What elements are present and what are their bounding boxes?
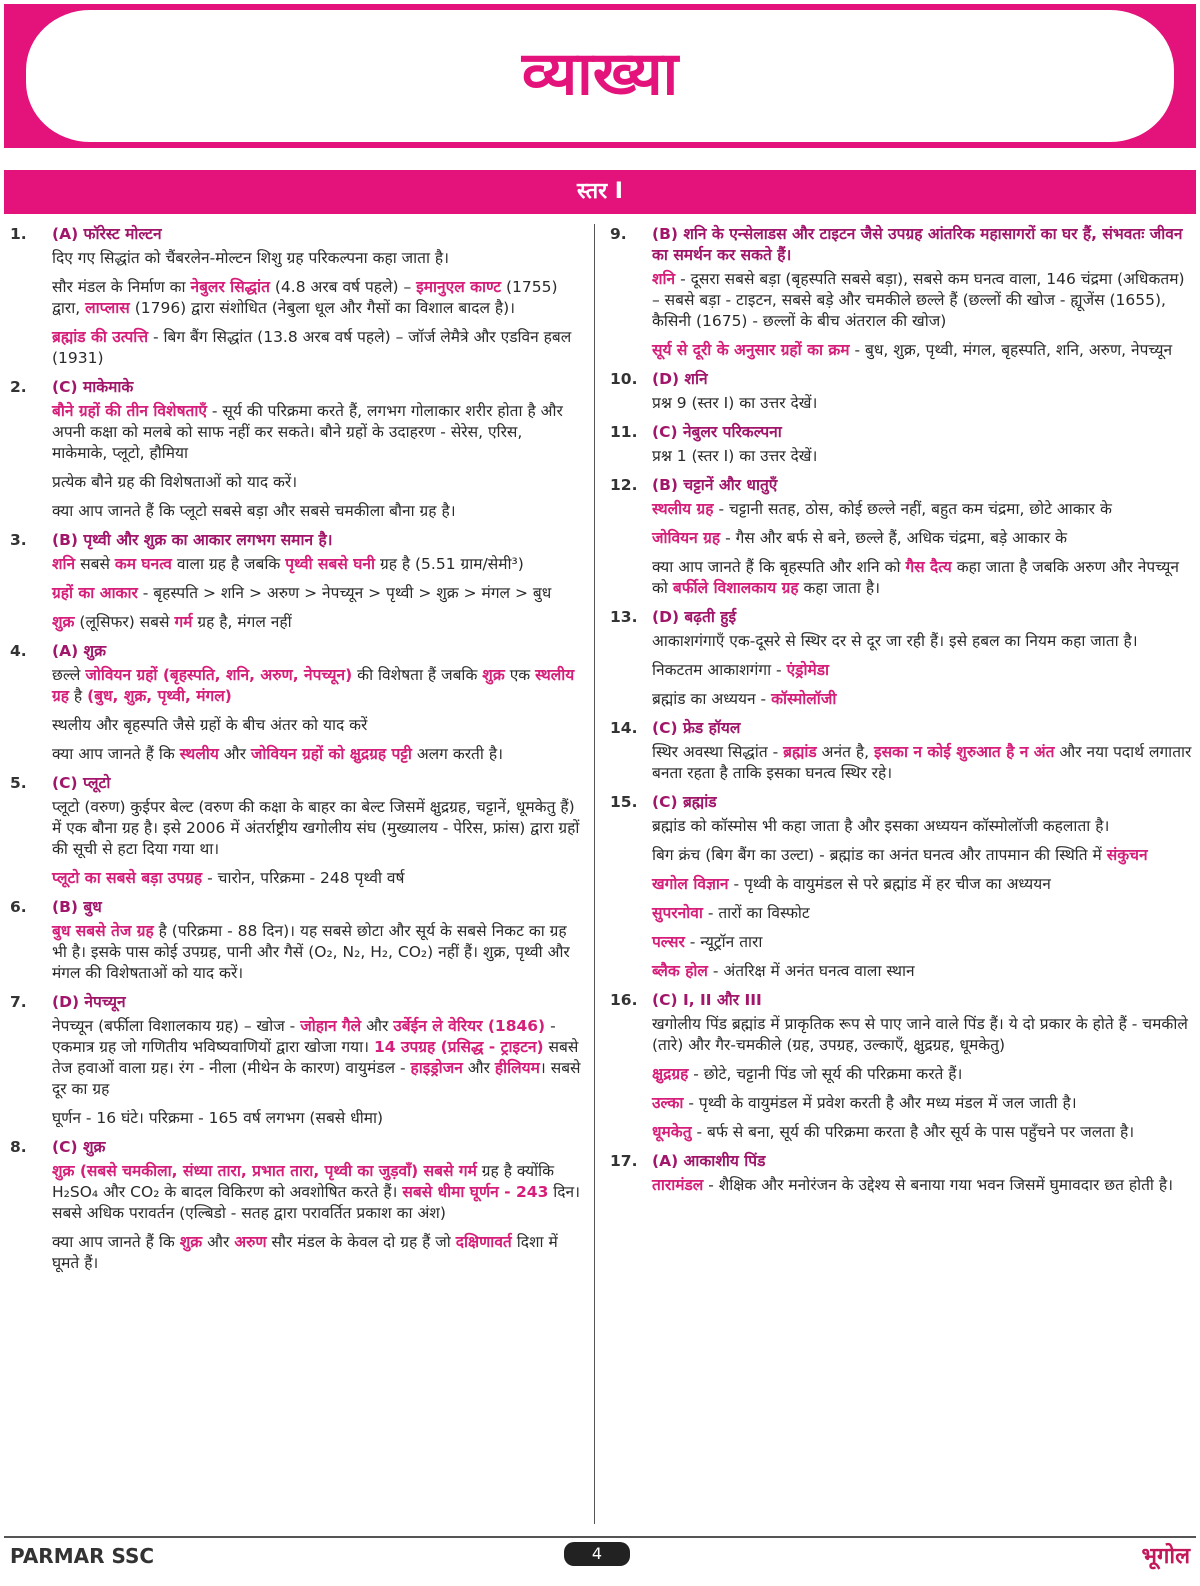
- question-number: 10.: [610, 370, 638, 388]
- paragraph: सौर मंडल के निर्माण का नेबुलर सिद्धांत (4.8 अरब वर्ष पहले) – इमानुएल काण्ट (1755) द्वारा, लाप्लास (1796) द्वारा संशोधित (नेबुला धूल और गैसों का विशाल बादल है)।: [52, 278, 558, 317]
- paragraph: प्रत्येक बौने ग्रह की विशेषताओं को याद करें।: [52, 473, 298, 491]
- paragraph: क्षुद्रग्रह - छोटे, चट्टानी पिंड जो सूर्य की परिक्रमा करते हैं।: [652, 1065, 963, 1083]
- question-8: [10, 1137, 582, 1158]
- question-number: 11.: [610, 423, 638, 441]
- question-number: 8.: [10, 1138, 27, 1156]
- answer-heading: (C) माकेमाके: [52, 378, 134, 396]
- paragraph: शनि - दूसरा सबसे बड़ा (बृहस्पति सबसे बड़ा), सबसे कम घनत्व वाला, 146 चंद्रमा (अधिकतम) – सबसे बड़ा - टाइटन, सबसे बड़े और चमकीले छल्ले हैं (छल्लों की खोज - ह्यूजेंस (1655), कैसिनी (1675) - छल्लों के बीच अंतराल की खोज): [652, 270, 1185, 330]
- question-7: [10, 992, 582, 1013]
- paragraph: प्लूटो (वरुण) कुईपर बेल्ट (वरुण की कक्षा के बाहर का बेल्ट जिसमें क्षुद्रग्रह, चट्टानें, धूमकेतु हैं) में एक बौना ग्रह है। इसे 2006 में अंतर्राष्ट्रीय खगोलीय संघ (मुख्यालय - पेरिस, फ्रांस) द्वारा ग्रहों की सूची से हटा दिया गया था।: [52, 798, 580, 858]
- paragraph: ग्रहों का आकार - बृहस्पति > शनि > अरुण > नेपच्यून > पृथ्वी > शुक्र > मंगल > बुध: [52, 584, 552, 602]
- paragraph: स्थिर अवस्था सिद्धांत - ब्रह्मांड अनंत है, इसका न कोई शुरुआत है न अंत और नया पदार्थ लगातार बनता रहता है ताकि इसका घनत्व स्थिर रहे।: [652, 743, 1192, 782]
- paragraph: आकाशगंगाएँ एक-दूसरे से स्थिर दर से दूर जा रही हैं। इसे हबल का नियम कहा जाता है।: [652, 632, 1138, 650]
- paragraph: ब्रह्मांड की उत्पत्ति - बिग बैंग सिद्धांत (13.8 अरब वर्ष पहले) – जॉर्ज लेमैत्रे और एडविन हबल (1931): [52, 328, 572, 367]
- answer-heading: (B) चट्टानें और धातुएँ: [652, 476, 778, 494]
- right-column: [610, 224, 1192, 1204]
- question-1: [10, 224, 582, 245]
- paragraph: नेपच्यून (बर्फीला विशालकाय ग्रह) – खोज - जोहान गैले और उर्बेईन ले वेरियर (1846) - एकमात्र ग्रह जो गणितीय भविष्यवाणियों द्वारा खोजा गया। 14 उपग्रह (प्रसिद्ध - ट्राइटन) सबसे तेज हवाओं वाला ग्रह। रंग - नीला (मीथेन के कारण) वायुमंडल - हाइड्रोजन और हीलियम। सबसे दूर का ग्रह: [52, 1017, 581, 1098]
- answer-heading: (C) ब्रह्मांड: [652, 793, 717, 811]
- question-number: 6.: [10, 898, 27, 916]
- question-number: 5.: [10, 774, 27, 792]
- paragraph: शुक्र (सबसे चमकीला, संध्या तारा, प्रभात तारा, पृथ्वी का जुड़वाँ) सबसे गर्म ग्रह है क्योंकि H₂SO₄ और CO₂ के बादल विकिरण को अवशोषित करते हैं। सबसे धीमा घूर्णन - 243 दिन। सबसे अधिक परावर्तन (एल्बिडो - सतह द्वारा परावर्तित प्रकाश का अंश): [52, 1162, 581, 1222]
- answer-heading: (B) शनि के एन्सेलाडस और टाइटन जैसे उपग्रह आंतरिक महासागरों का घर हैं, संभवतः जीवन का समर्थन कर सकते हैं।: [652, 225, 1183, 264]
- question-number: 17.: [610, 1152, 638, 1170]
- paragraph: धूमकेतु - बर्फ से बना, सूर्य की परिक्रमा करता है और सूर्य के पास पहुँचने पर जलता है।: [652, 1123, 1135, 1141]
- footer-subject: भूगोल: [1141, 1544, 1190, 1569]
- answer-heading: (C) नेबुलर परिकल्पना: [652, 423, 782, 441]
- question-number: 9.: [610, 225, 627, 243]
- question-4: [10, 641, 582, 662]
- paragraph: ब्रह्मांड का अध्ययन - कॉस्मोलॉजी: [652, 690, 837, 708]
- paragraph: छल्ले जोवियन ग्रहों (बृहस्पति, शनि, अरुण, नेपच्यून) की विशेषता हैं जबकि शुक्र एक स्थलीय ग्रह है (बुध, शुक्र, पृथ्वी, मंगल): [52, 666, 575, 705]
- answer-heading: (C) शुक्र: [52, 1138, 106, 1156]
- answer-heading: (B) पृथ्वी और शुक्र का आकार लगभग समान है।: [52, 531, 333, 549]
- paragraph: दिए गए सिद्धांत को चैंबरलेन-मोल्टन शिशु ग्रह परिकल्पना कहा जाता है।: [52, 249, 450, 267]
- paragraph: क्या आप जानते हैं कि शुक्र और अरुण सौर मंडल के केवल दो ग्रह हैं जो दक्षिणावर्त दिशा में घूमते हैं।: [52, 1233, 558, 1272]
- header-banner: [4, 4, 1196, 148]
- page-number-badge: 4: [564, 1542, 630, 1566]
- paragraph: क्या आप जानते हैं कि स्थलीय और जोवियन ग्रहों को क्षुद्रग्रह पट्टी अलग करती है।: [52, 745, 503, 763]
- question-number: 16.: [610, 991, 638, 1009]
- paragraph: उल्का - पृथ्वी के वायुमंडल में प्रवेश करती है और मध्य मंडल में जल जाती है।: [652, 1094, 1077, 1112]
- question-number: 13.: [610, 608, 638, 626]
- column-divider: [594, 224, 595, 1524]
- footer-divider: [4, 1536, 1196, 1538]
- footer-brand: PARMAR SSC: [10, 1544, 155, 1568]
- paragraph: क्या आप जानते हैं कि प्लूटो सबसे बड़ा और सबसे चमकीला बौना ग्रह है।: [52, 502, 456, 520]
- paragraph: बुध सबसे तेज ग्रह है (परिक्रमा - 88 दिन)। यह सबसे छोटा और सूर्य के सबसे निकट का ग्रह भी है। इसके पास कोई उपग्रह, पानी और गैसें (O₂, N₂, H₂, CO₂) नहीं हैं। शुक्र, पृथ्वी और मंगल की विशेषताओं को याद करें।: [52, 922, 570, 982]
- header-inner-panel: [26, 10, 1174, 142]
- question-number: 3.: [10, 531, 27, 549]
- answer-heading: (D) शनि: [652, 370, 708, 388]
- paragraph: स्थलीय और बृहस्पति जैसे ग्रहों के बीच अंतर को याद करें: [52, 716, 368, 734]
- paragraph: जोवियन ग्रह - गैस और बर्फ से बने, छल्ले हैं, अधिक चंद्रमा, बड़े आकार के: [652, 529, 1068, 547]
- paragraph: प्रश्न 1 (स्तर I) का उत्तर देखें।: [652, 447, 818, 465]
- question-11: [610, 422, 1192, 443]
- paragraph: पल्सर - न्यूट्रॉन तारा: [652, 933, 763, 951]
- question-10: [610, 369, 1192, 390]
- question-6: [10, 897, 582, 918]
- question-number: 4.: [10, 642, 27, 660]
- page-title: व्याख्या: [521, 39, 679, 109]
- paragraph: बिग क्रंच (बिग बैंग का उल्टा) - ब्रह्मांड का अनंत घनत्व और तापमान की स्थिति में संकुचन: [652, 846, 1148, 864]
- paragraph: तारामंडल - शैक्षिक और मनोरंजन के उद्देश्य से बनाया गया भवन जिसमें घुमावदार छत होती है।: [652, 1176, 1173, 1194]
- question-5: [10, 773, 582, 794]
- answer-heading: (C) प्लूटो: [52, 774, 111, 792]
- paragraph: निकटतम आकाशगंगा - एंड्रोमेडा: [652, 661, 830, 679]
- paragraph: सुपरनोवा - तारों का विस्फोट: [652, 904, 810, 922]
- answer-heading: (D) बढ़ती हुई: [652, 608, 737, 626]
- paragraph: सूर्य से दूरी के अनुसार ग्रहों का क्रम - बुध, शुक्र, पृथ्वी, मंगल, बृहस्पति, शनि, अरुण, नेपच्यून: [652, 341, 1173, 359]
- answer-heading: (B) बुध: [52, 898, 102, 916]
- question-number: 12.: [610, 476, 638, 494]
- paragraph: शुक्र (लूसिफर) सबसे गर्म ग्रह है, मंगल नहीं: [52, 613, 292, 631]
- answer-heading: (A) शुक्र: [52, 642, 107, 660]
- question-number: 7.: [10, 993, 27, 1011]
- paragraph: प्रश्न 9 (स्तर I) का उत्तर देखें।: [652, 394, 818, 412]
- paragraph: प्लूटो का सबसे बड़ा उपग्रह - चारोन, परिक्रमा - 248 पृथ्वी वर्ष: [52, 869, 405, 887]
- answer-heading: (D) नेपच्यून: [52, 993, 126, 1011]
- paragraph: क्या आप जानते हैं कि बृहस्पति और शनि को गैस दैत्य कहा जाता है जबकि अरुण और नेपच्यून को बर्फीले विशालकाय ग्रह कहा जाता है।: [652, 558, 1179, 597]
- paragraph: ब्रह्मांड को कॉस्मोस भी कहा जाता है और इसका अध्ययन कॉस्मोलॉजी कहलाता है।: [652, 817, 1110, 835]
- level-bar: स्तर I: [4, 170, 1196, 214]
- paragraph: खगोलीय पिंड ब्रह्मांड में प्राकृतिक रूप से पाए जाने वाले पिंड हैं। ये दो प्रकार के होते हैं - चमकीले (तारे) और गैर-चमकीले (ग्रह, उपग्रह, उल्काएँ, क्षुद्रग्रह, धूमकेतु): [652, 1015, 1188, 1054]
- question-9: [610, 224, 1192, 266]
- question-number: 2.: [10, 378, 27, 396]
- question-number: 1.: [10, 225, 27, 243]
- paragraph: स्थलीय ग्रह - चट्टानी सतह, ठोस, कोई छल्ले नहीं, बहुत कम चंद्रमा, छोटे आकार के: [652, 500, 1112, 518]
- question-number: 14.: [610, 719, 638, 737]
- paragraph: खगोल विज्ञान - पृथ्वी के वायुमंडल से परे ब्रह्मांड में हर चीज का अध्ययन: [652, 875, 1051, 893]
- question-14: [610, 718, 1192, 739]
- answer-heading: (A) फॉरेस्ट मोल्टन: [52, 225, 162, 243]
- answer-heading: (C) फ्रेड हॉयल: [652, 719, 741, 737]
- answer-heading: (C) I, II और III: [652, 991, 762, 1009]
- question-16: [610, 990, 1192, 1011]
- answer-heading: (A) आकाशीय पिंड: [652, 1152, 766, 1170]
- question-number: 15.: [610, 793, 638, 811]
- paragraph: बौने ग्रहों की तीन विशेषताएँ - सूर्य की परिक्रमा करते हैं, लगभग गोलाकार शरीर होता है और अपनी कक्षा को मलबे को साफ नहीं कर सकते। बौने ग्रहों के उदाहरण - सेरेस, एरिस, माकेमाके, प्लूटो, हौमिया: [52, 402, 563, 462]
- question-2: [10, 377, 582, 398]
- question-13: [610, 607, 1192, 628]
- left-column: [10, 224, 582, 1282]
- question-17: [610, 1151, 1192, 1172]
- question-3: [10, 530, 582, 551]
- paragraph: घूर्णन - 16 घंटे। परिक्रमा - 165 वर्ष लगभग (सबसे धीमा): [52, 1109, 384, 1127]
- question-15: [610, 792, 1192, 813]
- paragraph: शनि सबसे कम घनत्व वाला ग्रह है जबकि पृथ्वी सबसे घनी ग्रह है (5.51 ग्राम/सेमी³): [52, 555, 524, 573]
- question-12: [610, 475, 1192, 496]
- paragraph: ब्लैक होल - अंतरिक्ष में अनंत घनत्व वाला स्थान: [652, 962, 915, 980]
